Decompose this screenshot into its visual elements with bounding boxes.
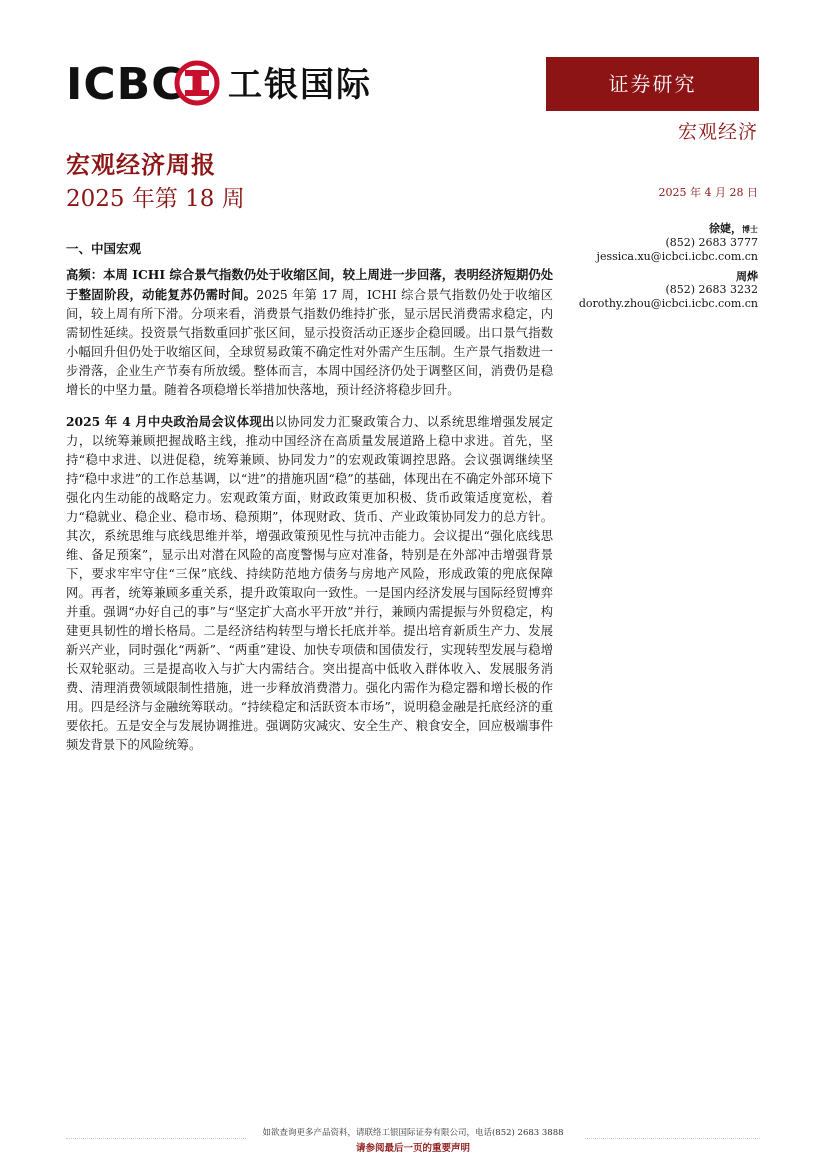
report-date: 2025 年 4 月 28 日 [658, 186, 758, 199]
logo-cn-text: 工银国际 [228, 65, 372, 105]
icbc-seal-icon [174, 60, 220, 106]
report-title: 宏观经济周报 [66, 150, 216, 179]
author-block [538, 222, 758, 264]
report-subtitle: 2025 年第 18 周 [66, 186, 245, 212]
paragraph-lead: 2025 年 4 月中央政治局会议体现出 [66, 414, 275, 429]
section-label-box: 证券研究 [546, 57, 759, 111]
section-heading: 一、中国宏观 [66, 241, 142, 256]
author-panel [538, 222, 758, 317]
company-logo [66, 58, 406, 112]
report-body [66, 240, 553, 767]
paragraph-lead: 高频：本周 ICHI 综合景气指数仍处于收缩区间，较上周进一步回落，表明经济短期仍处于整固阶段，动能复苏仍需时间。 [66, 267, 553, 302]
footer-disclaimer-link[interactable]: 请参阅最后一页的重要声明 [355, 1143, 470, 1154]
author-title: 博士 [742, 224, 758, 234]
footer-contact: 如欲查询更多产品资料，请联络工银国际证券有限公司，电话(852) 2683 3888 [262, 1128, 564, 1138]
author-phone: (852) 2683 3777 [665, 236, 758, 249]
paragraph-high-frequency [66, 265, 553, 400]
author-name: 周烨 [736, 270, 758, 283]
author-email[interactable]: jessica.xu@icbci.icbc.com.cn [596, 250, 758, 263]
author-block [538, 270, 758, 311]
paragraph-politburo [66, 412, 553, 755]
author-email[interactable]: dorothy.zhou@icbci.icbc.com.cn [578, 297, 758, 310]
paragraph-text: 以协同发力汇聚政策合力、以系统思维增强发展定力，以统筹兼顾把握战略主线，推动中国经济在高质量发展道路上稳中求进。首先，坚持“稳中求进、以进促稳，统筹兼顾、协同发力”的宏观政策调控思路。会议强调继续坚持“稳中求进”的工作总基调，以“进”的措施巩固“稳”的基础，体现出在不确定外部环境下强化内生动能的战略定力。宏观政策方面，财政政策更加积极、货币政策适度宽松，着力“稳就业、稳企业、稳市场、稳预期”，体现财政、货币、产业政策协同发力的总方针。其次，系统思维与底线思维并举，增强政策预见性与抗冲击能力。会议提出“强化底线思维、备足预案”，显示出对潜在风险的高度警惕与应对准备，特别是在外部冲击增强背景下，要求牢牢守住“三保”底线、持续防范地方债务与房地产风险，形成政策的兜底保障网。再者，统筹兼顾多重关系，提升政策取向一致性。一是国内经济发展与国际经贸博弈并重。强调“办好自己的事”与“坚定扩大高水平开放”并行，兼顾内需提振与外贸稳定，构建更具韧性的增长格局。二是经济结构转型与增长托底并举。提出培育新质生产力、发展新兴产业，同时强化“两新”、“两重”建设、加快专项债和国债发行，实现转型发展与稳增长双轮驱动。三是提高收入与扩大内需结合。突出提高中低收入群体收入、发展服务消费、清理消费领域限制性措施，进一步释放消费潜力。强化内需作为稳定器和增长极的作用。四是经济与金融统筹联动。“持续稳定和活跃资本市场”，说明稳金融是托底经济的重要依托。五是安全与发展协调推进。强调防灾减灾、安全生产、粮食安全，回应极端事件频发背景下的风险统筹。 [66, 415, 553, 752]
logo-icbc-text: ICBC [66, 59, 185, 110]
author-phone: (852) 2683 3232 [665, 283, 758, 296]
paragraph-text: 2025 年第 17 周，ICHI 综合景气指数仍处于收缩区间，较上周有所下滑。分项来看，消费景气指数仍维持扩张，显示居民消费需求稳定，内需韧性延续。投资景气指数重回扩张区间，显示投资活动正逐步企稳回暖。出口景气指数小幅回升但仍处于收缩区间，全球贸易政策不确定性对外需产生压制。生产景气指数进一步滑落，企业生产节奏有所放缓。整体而言，本周中国经济仍处于调整区间，消费仍是稳增长的中坚力量。随着各项稳增长举措加快落地，预计经济将稳步回升。 [66, 288, 553, 397]
author-name: 徐婕，博士 [709, 222, 758, 235]
report-category: 宏观经济 [677, 121, 758, 143]
